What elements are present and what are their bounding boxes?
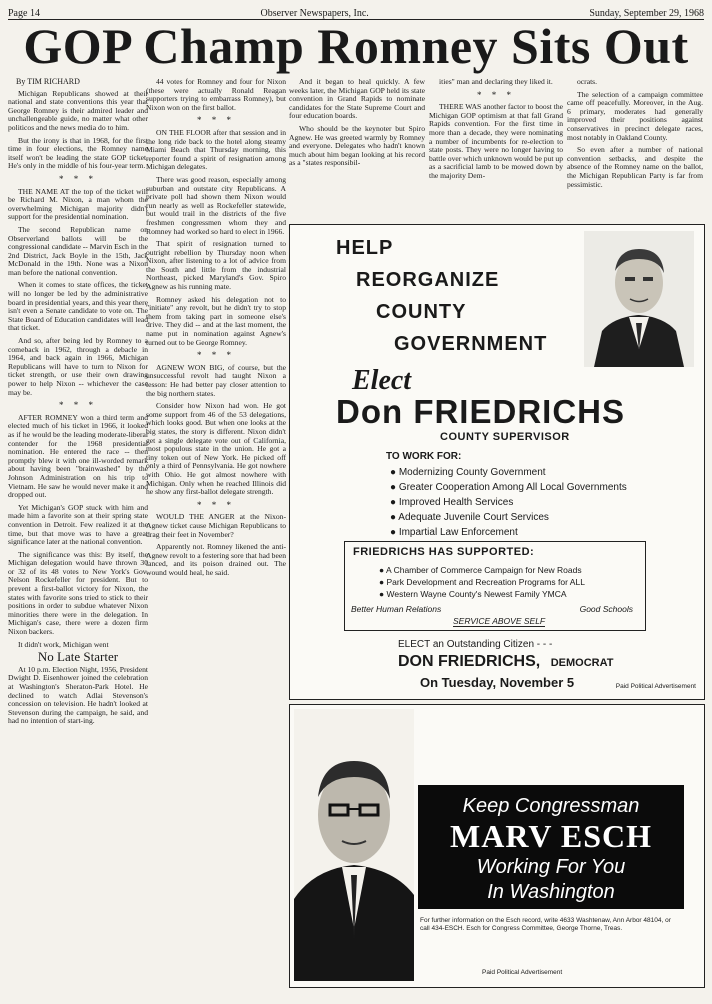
paragraph: AFTER ROMNEY won a third term and elected much of his ticket in 1966, it looked as if he would be the leading moderate-liberal contender for the 1968 presidential nomination. He entered the race -- then promptly blew it with one ill-worded remark about having been "brainwashed" by the Johnson Administration on his trip to Vietnam. He saw he would never make it and dropped out. <box>8 412 148 500</box>
paragraph: So even after a number of national convention setbacks, and despite the absence of the Romney name on the ballot, the Michigan Republican Party is far from pessimistic. <box>567 145 703 189</box>
section-break: * * * <box>59 173 97 184</box>
service-motto: SERVICE ABOVE SELF <box>453 616 546 626</box>
paragraph: Romney asked his delegation not to "initiate" any revolt, but he didn't try to stop them from taking part in someone else's drive. They did -- and at the last moment, the name put in nomination against Agnew's turned out to be George Romney. <box>146 294 286 347</box>
portrait-esch-icon <box>294 709 414 981</box>
paragraph: Who should be the keynoter but Spiro Agnew. He was greeted warmly by Romney and everyone. Delegates who hadn't known much about him began looking at his record as a "states responsibil- <box>289 123 425 168</box>
issue-date: Sunday, September 29, 1968 <box>589 8 704 19</box>
paid-ad-label: Paid Political Advertisement <box>615 683 696 690</box>
paragraph: Yet Michigan's GOP stuck with him and made him a favorite son at their spring state convention in Detroit. Few realized it at the time, but that move was to have a great significance later at the national convention. <box>8 502 148 547</box>
keep-congressman: Keep Congressman <box>462 795 640 817</box>
section-break: * * * <box>59 400 97 411</box>
bullet-text: Improved Health Services <box>398 497 514 508</box>
article-column-3 <box>289 78 425 220</box>
esch-ad <box>289 704 705 988</box>
elect-citizen: ELECT an Outstanding Citizen - - - <box>398 639 553 650</box>
esch-slogan-box <box>418 785 684 909</box>
esch-name: MARV ESCH <box>450 818 652 854</box>
paragraph: The significance was this: By itself, the Michigan delegation would have thrown 30 or 32 of its 48 votes to New York's Gov. Nelson Rockefeller for president. But to prevent a first-ballot victory for Nixon, the states with favorite sons tried to stick to their positions in order to subdue whatever Nixon minorities there were in the delegation. In Michigan's case, there were a dozen firm Nixon backers. <box>8 549 148 637</box>
working-for-you: Working For You <box>476 856 626 878</box>
elect-label: Elect <box>352 365 412 396</box>
paragraph: THE NAME AT the top of the ticket will be Richard M. Nixon, a man whom the overwhelming Michigan majority didn't support for the presidential nomination. <box>8 186 148 222</box>
list-item: ● Park Development and Recreation Programs for ALL <box>379 577 585 587</box>
supported-text: Western Wayne County's Newest Family YMCA <box>386 589 567 599</box>
paragraph: There was good reason, especially among suburban and outstate city Republicans. A private poll had shown them Nixon would run nearly as well as Rockefeller statewide, but would trail in the districts of the five freshmen congressmen whom they and Romney had worked so hard to elect in 1966. <box>146 174 286 236</box>
paragraph: And so, after being led by Romney to a comeback in 1962, through a debacle in 1964, and back again in 1966, Michigan Republicans will have to turn to Nixon for ticket strength, or use their own drawing power to help Nixon -- whichever the case may be. <box>8 336 148 397</box>
section-break: * * * <box>477 89 515 100</box>
article-column-2 <box>146 78 286 700</box>
paragraph: And it began to heal quickly. A few weeks later, the Michigan GOP held its state convention in Grand Rapids to nominate candidates for the State Supreme Court and four education boards. <box>289 78 425 121</box>
paragraph: THERE WAS another factor to boost the Michigan GOP optimism at that fall Grand Rapids convention. For the first time in more than a decade, they were nominating a number of incumbents for re-election to state posts. They were no longer having to battle over which unknown would be put up as a sacrificial lamb to be mowed down by the majority Dem- <box>429 102 563 180</box>
candidate-name: Don FRIEDRICHS <box>336 393 625 430</box>
section-break: * * * <box>197 115 235 126</box>
paragraph: 44 votes for Romney and four for Nixon (these were actually Ronald Reagan supporters trying to embarrass Romney), but Nixon won on the first ballot. <box>146 78 286 112</box>
esch-paid-ad-label: Paid Political Advertisement <box>482 969 563 976</box>
supported-text: A Chamber of Commerce Campaign for New Roads <box>386 565 582 575</box>
article-column-1 <box>8 78 148 1000</box>
paragraph: When it comes to state offices, the ticket will no longer be led by the administrative board in presidential years, and this year there isn't even a Senate candidate to vote on. The State Board of Education candidates will lead that ticket. <box>8 280 148 333</box>
esch-info: For further information on the Esch record, write 4633 Washtenaw, Ann Arbor 48104, or call 434-ESCH. Esch for Congress Committee, George Thorne, Treas. <box>420 917 671 932</box>
bullet-text: Modernizing County Government <box>398 467 546 478</box>
party: DEMOCRAT <box>550 657 614 669</box>
paragraph: AGNEW WON BIG, of course, but the unsuccessful revolt had taught Nixon a lesson: He had better pay closer attention to the big northern states. <box>146 362 286 398</box>
paragraph: WOULD THE ANGER at the Nixon-Agnew ticket cause Michigan Republicans to drag their feet in November? <box>146 512 286 539</box>
paragraph: ities" man and declaring they liked it. <box>439 78 553 86</box>
list-item: ● Improved Health Services <box>390 497 514 508</box>
list-item: ● Greater Cooperation Among All Local Governments <box>390 482 627 493</box>
list-item: ● Modernizing County Government <box>390 467 546 478</box>
better-relations: Better Human Relations <box>351 604 442 614</box>
supported-box <box>344 541 646 631</box>
bullet-text: Adequate Juvenile Court Services <box>398 512 549 523</box>
headline: GOP Champ Romney Sits Out <box>23 18 689 74</box>
work-for-label: TO WORK FOR: <box>386 451 462 462</box>
section-break: * * * <box>197 499 235 510</box>
supported-list <box>379 564 585 600</box>
in-washington: In Washington <box>487 881 615 903</box>
ad-line-county: COUNTY <box>376 301 467 323</box>
paragraph: ocrats. <box>577 78 598 86</box>
candidate-photo <box>584 231 694 367</box>
closing-name: DON FRIEDRICHS, <box>398 653 541 670</box>
election-date: On Tuesday, November 5 <box>420 675 575 690</box>
ad-line-government: GOVERNMENT <box>394 333 548 355</box>
paragraph: Michigan Republicans showed at their national and state conventions this year that George Romney is their admired leader and unchallengeable guide, no matter what other politicos and the news media do to him. <box>8 88 148 132</box>
friedrichs-ad <box>289 224 705 700</box>
paragraph: ON THE FLOOR after that session and in the long ride back to the hotel along steamy Miami Beach that Thursday morning, this reporter found a spirit of resignation among Michigan delegates. <box>146 127 286 172</box>
paragraph: At 10 p.m. Election Night, 1956, President Dwight D. Eisenhower joined the celebration at Washington's Sheraton-Park Hotel. He declined to watch Adlai Stevenson's concession on television. He hadn't looked at Stevenson during the campaign, he said, and had no intention of start-ing. <box>8 664 148 726</box>
candidate-office: COUNTY SUPERVISOR <box>440 431 570 443</box>
bullet-text: Impartial Law Enforcement <box>398 527 518 538</box>
closing-name-line <box>398 653 613 671</box>
list-item: ● Impartial Law Enforcement <box>390 527 518 538</box>
paragraph: But the irony is that in 1968, for the first time in four elections, the Romney name itself won't be leading the state GOP ticket. He's only in the middle of his four-year term. <box>8 135 148 171</box>
work-for-list <box>390 465 700 540</box>
list-item: ● A Chamber of Commerce Campaign for New Roads <box>379 565 582 575</box>
publisher: Observer Newspapers, Inc. <box>260 8 369 19</box>
good-schools: Good Schools <box>579 604 633 614</box>
article-column-4 <box>429 78 563 220</box>
bullet-text: Greater Cooperation Among All Local Governments <box>398 482 627 493</box>
list-item: ● Western Wayne County's Newest Family YMCA <box>379 589 567 599</box>
paragraph: It didn't work, Michigan went <box>18 639 109 649</box>
elect-citizen-text: ELECT an Outstanding Citizen <box>398 639 535 650</box>
esch-photo <box>294 709 414 981</box>
paragraph: Consider how Nixon had won. He got some support from 46 of the 53 delegations, which looks good. But when one looks at the big states, the story is different. Nixon didn't get a single delegate vote out of California, most populous state in the union. He got a tiny token out of New York. He picked off only a third of Pennsylvania. He got nowhere with Ohio. He got almost nowhere with Michigan. Only when he reached Illinois did he show any first-ballot delegate strength. <box>146 401 286 497</box>
ad-line-help: HELP <box>336 237 394 259</box>
paragraph: Apparently not. Romney likened the anti-Agnew revolt to a festering sore that had been lanced, and its poison drained out. The wound would heal, he said. <box>146 542 286 577</box>
subhead: No Late Starter <box>37 649 119 665</box>
page-number: Page 14 <box>8 8 40 19</box>
portrait-friedrichs-icon <box>584 231 694 367</box>
article-column-5 <box>567 78 703 220</box>
ad-line-reorganize: REORGANIZE <box>356 269 500 291</box>
paragraph: That spirit of resignation turned to outright rebellion by Thursday noon when Nixon, after listening to a lot of advice from the South and little from the industrial Northeast, picked Maryland's Gov. Spiro Agnew as his running mate. <box>146 239 286 292</box>
supported-title: FRIEDRICHS HAS SUPPORTED: <box>353 546 535 558</box>
list-item: ● Adequate Juvenile Court Services <box>390 512 549 523</box>
paragraph: The selection of a campaign committee came off peacefully. Moreover, in the Aug. 6 primary, moderates had generally improved their positions against conservatives in precinct delegate races, most notably in Oakland County. <box>567 89 703 142</box>
paragraph: The second Republican name on Observerland ballots will be the congressional candidate -- Marvin Esch in the 2nd District, Jack Boyle in the 15th, Jack McDonald in the 19th. None was a Nixon man before the national convention. <box>8 224 148 277</box>
section-break: * * * <box>197 350 235 361</box>
byline: By TIM RICHARD <box>16 78 80 86</box>
supported-text: Park Development and Recreation Programs for ALL <box>386 577 585 587</box>
